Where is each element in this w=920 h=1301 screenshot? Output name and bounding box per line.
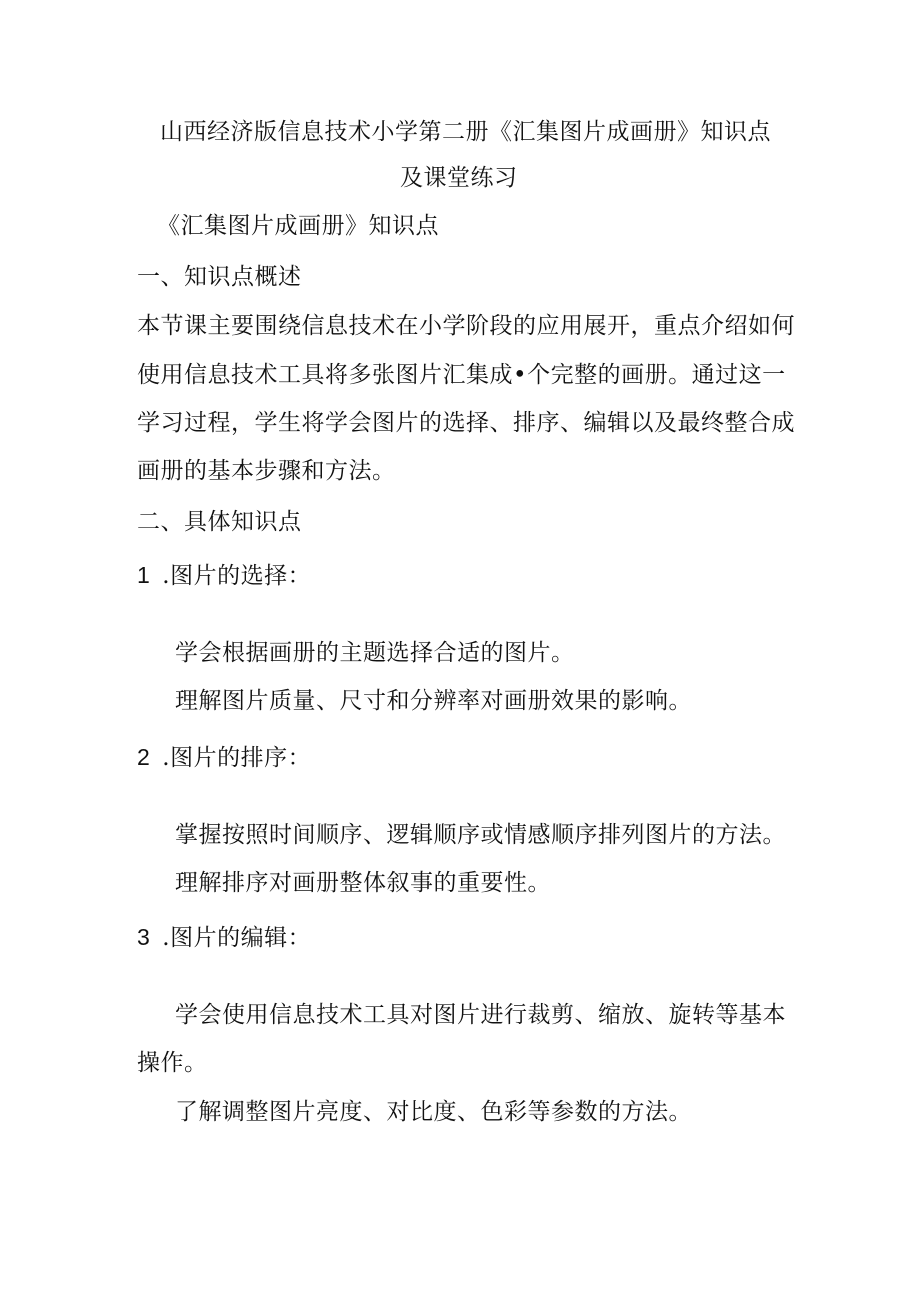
item-point: 了解调整图片亮度、对比度、色彩等参数的方法。 xyxy=(175,1099,692,1125)
subtitle: 《汇集图片成画册》知识点 xyxy=(157,213,439,239)
item-point: 理解排序对画册整体叙事的重要性。 xyxy=(175,870,551,896)
section-1-heading: 一、知识点概述 xyxy=(137,264,302,290)
item-point-continued: 操作。 xyxy=(137,1050,208,1076)
paragraph-line: 本节课主要围绕信息技术在小学阶段的应用展开，重点介绍如何 xyxy=(137,313,795,339)
section-2-heading: 二、具体知识点 xyxy=(137,509,302,535)
item-heading xyxy=(137,742,311,773)
paragraph-line: 使用信息技术工具将多张图片汇集成•个完整的画册。通过这一 xyxy=(137,362,786,388)
item-number: 2 xyxy=(137,744,151,770)
item-number: 1 xyxy=(137,562,151,588)
item-number: 3 xyxy=(137,924,151,950)
item-point: 掌握按照时间顺序、逻辑顺序或情感顺序排列图片的方法。 xyxy=(175,822,786,848)
title-line-2: 及课堂练习 xyxy=(400,165,518,191)
title-line-1: 山西经济版信息技术小学第二册《汇集图片成画册》知识点 xyxy=(160,119,771,145)
item-title: .图片的排序： xyxy=(162,745,312,771)
item-heading xyxy=(137,922,311,953)
item-heading xyxy=(137,560,311,591)
item-title: .图片的选择： xyxy=(162,563,312,589)
item-point: 理解图片质量、尺寸和分辨率对画册效果的影响。 xyxy=(175,688,692,714)
paragraph-line: 学习过程，学生将学会图片的选择、排序、编辑以及最终整合成 xyxy=(137,410,795,436)
paragraph-line: 画册的基本步骤和方法。 xyxy=(137,458,396,484)
item-point: 学会根据画册的主题选择合适的图片。 xyxy=(175,640,575,666)
item-point: 学会使用信息技术工具对图片进行裁剪、缩放、旋转等基本 xyxy=(175,1002,786,1028)
item-title: .图片的编辑： xyxy=(162,925,312,951)
